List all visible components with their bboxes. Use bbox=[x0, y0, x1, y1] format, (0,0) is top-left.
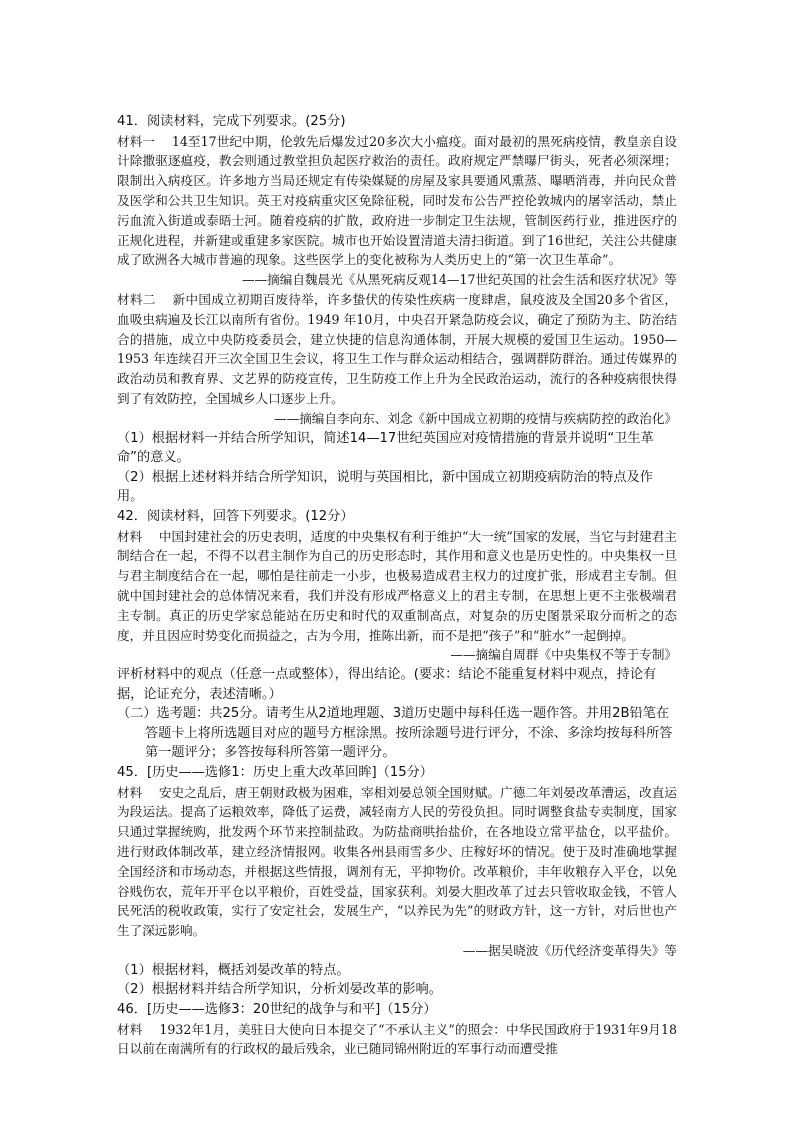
q42-requirement: 评析材料中的观点（任意一点或整体），得出结论。(要求：结论不能重复材料中观点，持论有据，论证充分，表述清晰。） bbox=[117, 667, 657, 702]
q46-material: 材料 1932年1月，美驻日大使向日本提交了“不承认主义”的照会：中华民国政府于1931年9月18日以前在南满所有的行政权的最后残余，业已随同锦州附近的军事行动而遭受推 bbox=[117, 1021, 677, 1057]
q42-material: 材料 中国封建社会的历史表明，适度的中央集权有利于维护“大一统”国家的发展，当它与封建君主制结合在一起，不得不以君主制作为自己的历史形态时，其作用和意义也是历史性的。中央集权一旦与君主制度结合在一起，哪怕是往前走一小步，也极易造成君主权力的过度扩张，形成君主专制。但就中国封建社会的总体情况来看，我们并没有形成严格意义上的君主专制，在思想上更不主张极端君主专制。真正的历史学家总能站在历史和时代的双重制高点，对复杂的历史图景采取分而析之的态度，并且因应时势变化而损益之，古为今用，推陈出新，而不是把“孩子”和“脏水”一起倒掉。 bbox=[117, 528, 677, 643]
question-45-title: 45．[历史——选修1：历史上重大改革回眸]（15分） bbox=[117, 765, 433, 781]
q42-source: ——摘编自周群《中央集权不等于专制》 bbox=[450, 647, 677, 663]
q41-requirement-2: （2）根据上述材料并结合所学知识，说明与英国相比，新中国成立初期疫病防治的特点及作用。 bbox=[117, 469, 653, 505]
question-46-title: 46．[历史——选修3：20世纪的战争与和平]（15分） bbox=[117, 1002, 437, 1018]
q45-source: ——据吴晓波《历代经济变革得失》等 bbox=[462, 943, 677, 959]
exam-page bbox=[117, 112, 677, 1059]
q41-source-2: ——摘编自李向东、刘念《新中国成立初期的疫情与疾病防控的政治化》 bbox=[274, 410, 677, 426]
q41-requirement-1: （1）根据材料一并结合所学知识，简述14—17世纪英国应对疫情措施的背景并说明“卫生革命”的意义。 bbox=[117, 430, 654, 466]
q41-material-2: 材料二 新中国成立初期百废待举，许多蛰伏的传染性疾病一度肆虐，鼠疫波及全国20多个省区，血吸虫病遍及长江以南所有省份。1949 年10月，中央召开紧急防疫会议，确定了预防为主、防治结合的措施，成立中央防疫委员会，建立快捷的信息沟通体制，开展大规模的爱国卫生运动。1950—1953 年连续召开三次全国卫生会议，将卫生工作与群众运动相结合，强调群防群治。通过传媒界的政治动员和教育界、文艺界的防疫宣传，卫生防疫工作上升为全民政治运动，流行的各种疫病很快得到了有效防控，全国城乡人口逐步上升。 bbox=[117, 291, 677, 406]
q41-material-1: 材料一 14至17世纪中期，伦敦先后爆发过20多次大小瘟疫。面对最初的黑死病疫情，教皇亲自设计除撒驱逐瘟疫，教会则通过教堂担负起医疗救治的责任。政府规定严禁曝尸街头，死者必须深埋；限制出入病疫区。许多地方当局还规定有传染媒疑的房屋及家具要通风熏蒸、曝晒消毒，并向民众普及医学和公共卫生知识。英王对疫病重灾区免除征税，同时发布公告严控伦敦城内的屠宰活动，禁止污血流入街道或泰晤士河。随着疫病的扩散，政府进一步制定卫生法规，管制医药行业，推进医疗的正规化进程，并新建或重建多家医院。城市也开始设置清道夫清扫街道。到了16世纪，关注公共健康成了欧洲各大城市普遍的现象。这些医学上的变化被称为人类历史上的“第一次卫生革命”。 bbox=[117, 133, 677, 268]
question-41-title: 41．阅读材料，完成下列要求。(25分) bbox=[117, 114, 346, 129]
q41-source-1: ——摘编自魏晨光《从黑死病反观14—17世纪英国的社会生活和医疗状况》等 bbox=[241, 272, 677, 288]
q45-material: 材料 安史之乱后，唐王朝财政极为困难，宰相刘晏总领全国财赋。广德二年刘晏改革漕运，改直运为段运法。提高了运粮效率，降低了运费，减轻南方人民的劳役负担。同时调整食盐专卖制度，国家只通过掌握统购，批发两个环节来控制盐政。为防盐商哄抬盐价，在各地设立常平盐仓，以平盐价。进行财政体制改革，建立经济情报网。收集各州县雨雪多少、庄稼好坏的情况。使于及时准确地掌握全国经济和市场动态，并根据这些情报，调剂有无，平抑物价。改革粮价，丰年收粮存入平仓，以免谷贱伤农，荒年开平仓以平粮价，百姓受益，国家获利。刘晏大胆改革了过去只管收取金钱，不管人民死活的税收政策，实行了安定社会，发展生产，“以养民为先”的财政方针，这一方针，对后世也产生了深远影响。 bbox=[117, 784, 677, 939]
elective-section-intro: （二）选考题：共25分。请考生从2道地理题、3道历史题中每科任选一题作答。并用2B铅笔在答题卡上将所选题目对应的题号方框涂黑。按所涂题号进行评分，不涂、多涂均按每科所答第一题评分；多答按每科所答第一题评分。 bbox=[117, 706, 673, 761]
q45-requirement-2: （2）根据材料并结合所学知识，分析刘晏改革的影响。 bbox=[117, 982, 442, 998]
question-42-title: 42．阅读材料，回答下列要求。(12分） bbox=[117, 508, 354, 524]
q45-requirement-1: （1）根据材料，概括刘晏改革的特点。 bbox=[117, 962, 350, 978]
